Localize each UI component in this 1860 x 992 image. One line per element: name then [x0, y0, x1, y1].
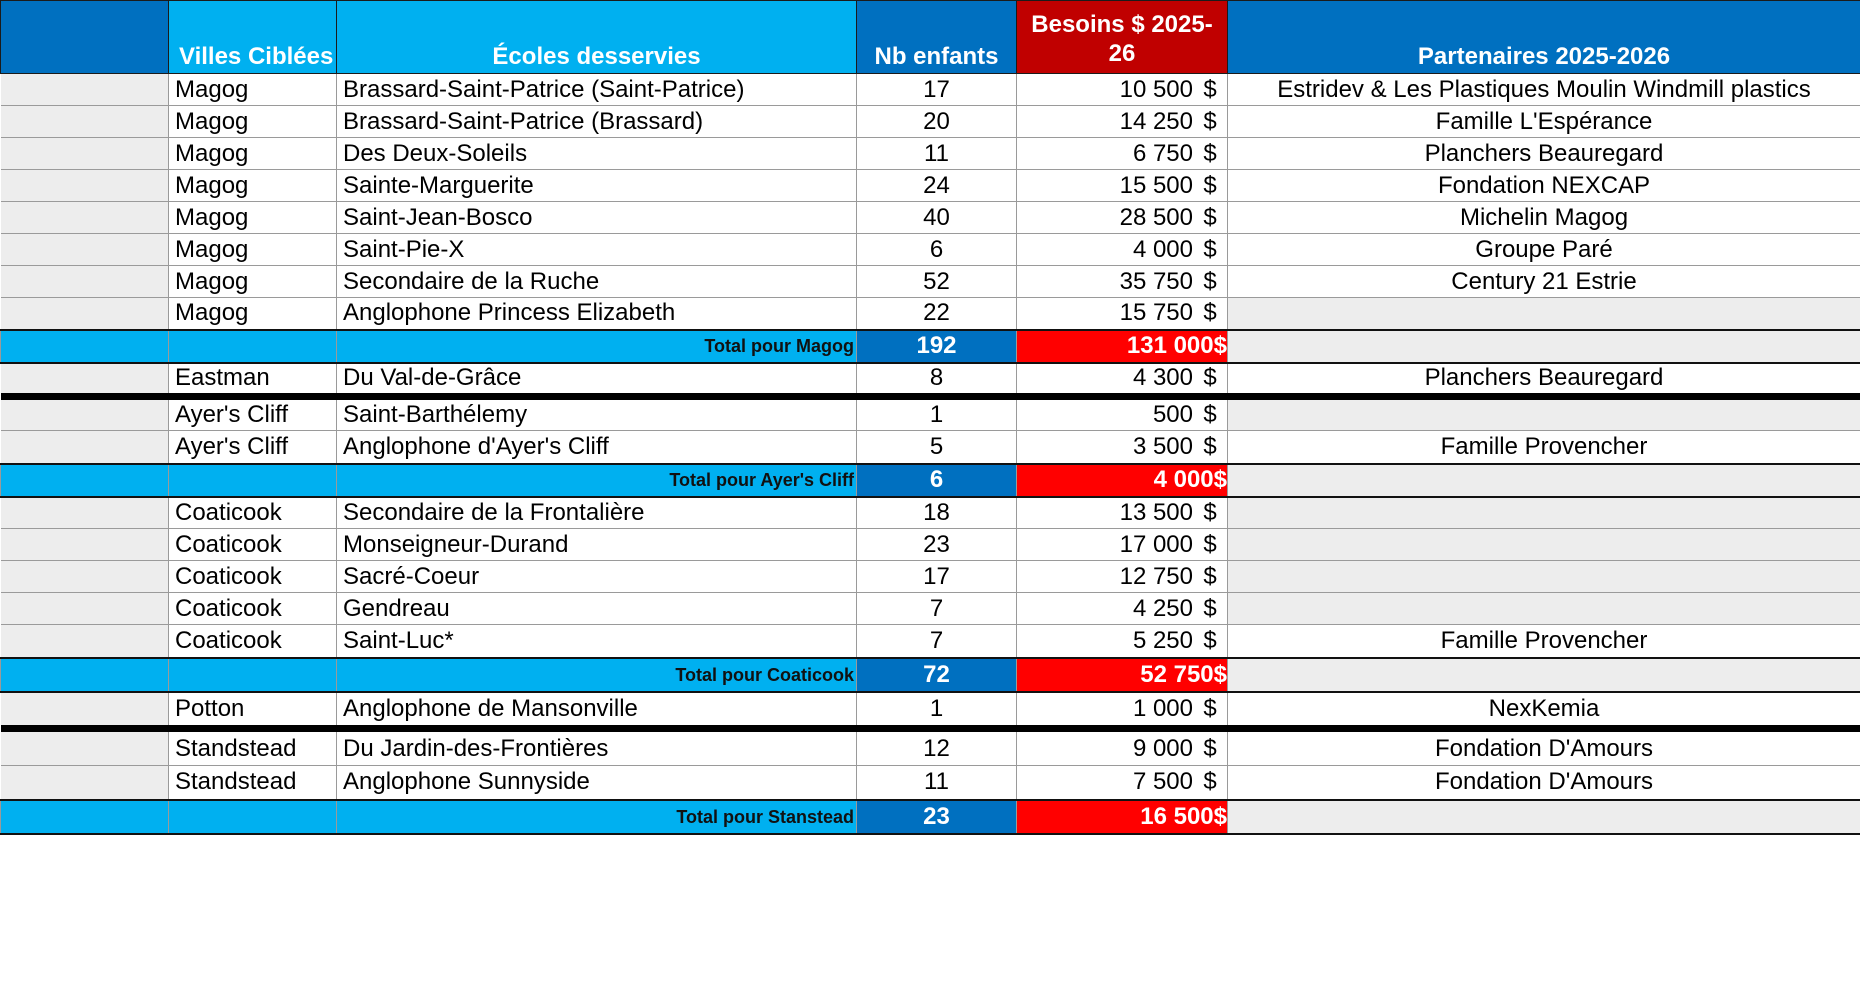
partner-cell[interactable]: [1228, 397, 1860, 431]
row-side-cell[interactable]: [1, 363, 169, 397]
school-cell[interactable]: Secondaire de la Frontalière: [337, 497, 857, 529]
amount-cell[interactable]: [1017, 266, 1228, 298]
table-row: [1, 529, 1860, 561]
city-cell[interactable]: Ayer's Cliff: [169, 397, 337, 431]
partner-cell[interactable]: Estridev & Les Plastiques Moulin Windmill plastics: [1228, 74, 1860, 106]
table-row: [1, 266, 1860, 298]
total-row: [1, 330, 1860, 363]
nb-cell[interactable]: 22: [857, 298, 1017, 330]
partner-cell[interactable]: Fondation D'Amours: [1228, 766, 1860, 800]
amount-value: 10 500: [1119, 75, 1193, 103]
partner-cell[interactable]: NexKemia: [1228, 692, 1860, 729]
school-cell[interactable]: Du Jardin-des-Frontières: [337, 729, 857, 766]
row-side-cell[interactable]: [1, 138, 169, 170]
nb-cell[interactable]: 8: [857, 363, 1017, 397]
nb-cell[interactable]: 12: [857, 729, 1017, 766]
currency-symbol: $: [1203, 299, 1217, 327]
city-cell[interactable]: Coaticook: [169, 529, 337, 561]
amount-value: 14 250: [1119, 107, 1193, 135]
table-row: [1, 202, 1860, 234]
total-row: [1, 658, 1860, 692]
table-row: [1, 497, 1860, 529]
total-side-cell[interactable]: [1, 330, 169, 363]
row-side-cell[interactable]: [1, 170, 169, 202]
total-side-cell[interactable]: [1, 464, 169, 497]
partner-cell[interactable]: [1228, 561, 1860, 593]
city-cell[interactable]: Eastman: [169, 363, 337, 397]
amount-value: 1 000: [1132, 694, 1193, 722]
amount-value: 7 500: [1132, 768, 1193, 796]
school-cell[interactable]: Du Val-de-Grâce: [337, 363, 857, 397]
row-side-cell[interactable]: [1, 106, 169, 138]
total-side-cell[interactable]: [1, 800, 169, 834]
city-cell[interactable]: Potton: [169, 692, 337, 729]
total-partner-cell[interactable]: [1228, 330, 1860, 363]
city-cell[interactable]: Magog: [169, 298, 337, 330]
currency-symbol: $: [1213, 660, 1227, 688]
table-row: [1, 298, 1860, 330]
total-label[interactable]: Total pour Coaticook: [337, 658, 857, 692]
currency-symbol: $: [1213, 802, 1227, 830]
table-row: [1, 561, 1860, 593]
total-amount-value: 16 500: [1140, 802, 1214, 830]
city-cell[interactable]: Coaticook: [169, 497, 337, 529]
total-blank-cell[interactable]: [169, 658, 337, 692]
nb-cell[interactable]: 7: [857, 625, 1017, 658]
row-side-cell[interactable]: [1, 298, 169, 330]
currency-symbol: $: [1203, 530, 1217, 558]
total-amount-value: 52 750: [1140, 660, 1214, 688]
total-label[interactable]: Total pour Magog: [337, 330, 857, 363]
partner-cell[interactable]: Famille Provencher: [1228, 431, 1860, 464]
nb-cell[interactable]: 11: [857, 766, 1017, 800]
amount-cell[interactable]: [1017, 397, 1228, 431]
table-row: [1, 234, 1860, 266]
total-amount[interactable]: [1017, 800, 1228, 834]
total-nb[interactable]: 23: [857, 800, 1017, 834]
school-cell[interactable]: Monseigneur-Durand: [337, 529, 857, 561]
amount-cell[interactable]: [1017, 234, 1228, 266]
currency-symbol: $: [1203, 267, 1217, 295]
amount-value: 17 000: [1119, 530, 1193, 558]
school-cell[interactable]: Anglophone d'Ayer's Cliff: [337, 431, 857, 464]
nb-cell[interactable]: 1: [857, 692, 1017, 729]
currency-symbol: $: [1203, 107, 1217, 135]
amount-cell[interactable]: [1017, 74, 1228, 106]
total-row: [1, 464, 1860, 497]
nb-cell[interactable]: 20: [857, 106, 1017, 138]
nb-cell[interactable]: 23: [857, 529, 1017, 561]
currency-symbol: $: [1203, 594, 1217, 622]
partner-cell[interactable]: Fondation NEXCAP: [1228, 170, 1860, 202]
total-amount-value: 131 000: [1126, 332, 1214, 359]
amount-value: 5 250: [1132, 626, 1193, 654]
total-nb[interactable]: 72: [857, 658, 1017, 692]
partner-cell[interactable]: Fondation D'Amours: [1228, 729, 1860, 766]
partner-cell[interactable]: [1228, 593, 1860, 625]
row-side-cell[interactable]: [1, 766, 169, 800]
total-side-cell[interactable]: [1, 658, 169, 692]
row-side-cell[interactable]: [1, 266, 169, 298]
school-cell[interactable]: Sacré-Coeur: [337, 561, 857, 593]
row-side-cell[interactable]: [1, 431, 169, 464]
amount-cell[interactable]: [1017, 593, 1228, 625]
partner-cell[interactable]: Century 21 Estrie: [1228, 266, 1860, 298]
total-blank-cell[interactable]: [169, 464, 337, 497]
partner-cell[interactable]: Famille Provencher: [1228, 625, 1860, 658]
total-amount[interactable]: [1017, 464, 1228, 497]
total-partner-cell[interactable]: [1228, 800, 1860, 834]
partner-cell[interactable]: Groupe Paré: [1228, 234, 1860, 266]
school-cell[interactable]: Anglophone de Mansonville: [337, 692, 857, 729]
header-blank-cell[interactable]: [1, 1, 169, 74]
currency-symbol: $: [1203, 694, 1217, 722]
amount-cell[interactable]: [1017, 363, 1228, 397]
table-row: [1, 170, 1860, 202]
amount-cell[interactable]: [1017, 138, 1228, 170]
partner-cell[interactable]: Planchers Beauregard: [1228, 138, 1860, 170]
header-city[interactable]: Villes Ciblées: [169, 1, 337, 74]
table-row: [1, 74, 1860, 106]
total-blank-cell[interactable]: [169, 800, 337, 834]
city-cell[interactable]: Ayer's Cliff: [169, 431, 337, 464]
table-row: [1, 766, 1860, 800]
amount-cell[interactable]: [1017, 170, 1228, 202]
amount-cell[interactable]: [1017, 497, 1228, 529]
school-cell[interactable]: Saint-Pie-X: [337, 234, 857, 266]
header-row: [1, 1, 1860, 74]
row-side-cell[interactable]: [1, 74, 169, 106]
nb-cell[interactable]: 11: [857, 138, 1017, 170]
row-side-cell[interactable]: [1, 529, 169, 561]
amount-cell[interactable]: [1017, 529, 1228, 561]
amount-cell[interactable]: [1017, 298, 1228, 330]
total-blank-cell[interactable]: [169, 330, 337, 363]
currency-symbol: $: [1203, 498, 1217, 526]
currency-symbol: $: [1203, 203, 1217, 231]
school-cell[interactable]: Saint-Barthélemy: [337, 397, 857, 431]
nb-cell[interactable]: 24: [857, 170, 1017, 202]
header-school[interactable]: Écoles desservies: [337, 1, 857, 74]
nb-cell[interactable]: 17: [857, 74, 1017, 106]
nb-cell[interactable]: 6: [857, 234, 1017, 266]
total-partner-cell[interactable]: [1228, 658, 1860, 692]
row-side-cell[interactable]: [1, 561, 169, 593]
partner-cell[interactable]: [1228, 298, 1860, 330]
row-side-cell[interactable]: [1, 497, 169, 529]
amount-value: 35 750: [1119, 267, 1193, 295]
nb-cell[interactable]: 7: [857, 593, 1017, 625]
row-side-cell[interactable]: [1, 202, 169, 234]
total-row: [1, 800, 1860, 834]
partner-cell[interactable]: Famille L'Espérance: [1228, 106, 1860, 138]
currency-symbol: $: [1203, 432, 1217, 460]
city-cell[interactable]: Magog: [169, 202, 337, 234]
school-cell[interactable]: Gendreau: [337, 593, 857, 625]
currency-symbol: $: [1203, 562, 1217, 590]
currency-symbol: $: [1213, 332, 1227, 359]
city-cell[interactable]: Coaticook: [169, 593, 337, 625]
amount-value: 4 300: [1132, 364, 1193, 392]
total-label[interactable]: Total pour Ayer's Cliff: [337, 464, 857, 497]
header-needs[interactable]: Besoins $ 2025-26: [1017, 1, 1228, 74]
partner-cell[interactable]: [1228, 497, 1860, 529]
city-cell[interactable]: Magog: [169, 138, 337, 170]
total-amount[interactable]: [1017, 658, 1228, 692]
total-label[interactable]: Total pour Stanstead: [337, 800, 857, 834]
city-cell[interactable]: Magog: [169, 266, 337, 298]
nb-cell[interactable]: 52: [857, 266, 1017, 298]
school-cell[interactable]: Anglophone Sunnyside: [337, 766, 857, 800]
total-partner-cell[interactable]: [1228, 464, 1860, 497]
school-cell[interactable]: Brassard-Saint-Patrice (Brassard): [337, 106, 857, 138]
partner-cell[interactable]: Planchers Beauregard: [1228, 363, 1860, 397]
amount-cell[interactable]: [1017, 766, 1228, 800]
total-amount[interactable]: [1017, 330, 1228, 363]
school-cell[interactable]: Anglophone Princess Elizabeth: [337, 298, 857, 330]
city-cell[interactable]: Magog: [169, 170, 337, 202]
school-cell[interactable]: Sainte-Marguerite: [337, 170, 857, 202]
row-side-cell[interactable]: [1, 593, 169, 625]
header-partners[interactable]: Partenaires 2025-2026: [1228, 1, 1860, 74]
city-cell[interactable]: Magog: [169, 106, 337, 138]
currency-symbol: $: [1203, 75, 1217, 103]
amount-cell[interactable]: [1017, 202, 1228, 234]
amount-cell[interactable]: [1017, 729, 1228, 766]
amount-value: 4 250: [1132, 594, 1193, 622]
table-row: [1, 431, 1860, 464]
row-side-cell[interactable]: [1, 234, 169, 266]
table-row: [1, 729, 1860, 766]
amount-cell[interactable]: [1017, 106, 1228, 138]
total-nb[interactable]: 192: [857, 330, 1017, 363]
city-cell[interactable]: Standstead: [169, 729, 337, 766]
amount-value: 6 750: [1132, 139, 1193, 167]
amount-cell[interactable]: [1017, 431, 1228, 464]
currency-symbol: $: [1203, 235, 1217, 263]
currency-symbol: $: [1203, 401, 1217, 428]
table-row: [1, 593, 1860, 625]
amount-value: 15 750: [1119, 299, 1193, 327]
amount-value: 9 000: [1132, 734, 1193, 762]
amount-value: 3 500: [1132, 432, 1193, 460]
amount-value: 500: [1152, 401, 1193, 428]
table-row: [1, 625, 1860, 658]
amount-cell[interactable]: [1017, 561, 1228, 593]
nb-cell[interactable]: 18: [857, 497, 1017, 529]
header-nb[interactable]: Nb enfants: [857, 1, 1017, 74]
amount-cell[interactable]: [1017, 625, 1228, 658]
nb-cell[interactable]: 1: [857, 397, 1017, 431]
amount-value: 15 500: [1119, 171, 1193, 199]
currency-symbol: $: [1203, 734, 1217, 762]
amount-value: 4 000: [1132, 235, 1193, 263]
partner-cell[interactable]: [1228, 529, 1860, 561]
total-amount-value: 4 000: [1153, 466, 1214, 493]
city-cell[interactable]: Magog: [169, 74, 337, 106]
city-cell[interactable]: Standstead: [169, 766, 337, 800]
city-cell[interactable]: Coaticook: [169, 625, 337, 658]
currency-symbol: $: [1203, 139, 1217, 167]
amount-value: 13 500: [1119, 498, 1193, 526]
nb-cell[interactable]: 5: [857, 431, 1017, 464]
currency-symbol: $: [1213, 466, 1227, 493]
school-cell[interactable]: Secondaire de la Ruche: [337, 266, 857, 298]
partner-cell[interactable]: Michelin Magog: [1228, 202, 1860, 234]
table-row: [1, 363, 1860, 397]
currency-symbol: $: [1203, 364, 1217, 392]
currency-symbol: $: [1203, 626, 1217, 654]
city-cell[interactable]: Magog: [169, 234, 337, 266]
table-row: [1, 138, 1860, 170]
table-row: [1, 397, 1860, 431]
table-row: [1, 692, 1860, 729]
row-side-cell[interactable]: [1, 397, 169, 431]
nb-cell[interactable]: 40: [857, 202, 1017, 234]
table-row: [1, 106, 1860, 138]
amount-value: 28 500: [1119, 203, 1193, 231]
school-cell[interactable]: Des Deux-Soleils: [337, 138, 857, 170]
school-cell[interactable]: Saint-Jean-Bosco: [337, 202, 857, 234]
city-cell[interactable]: Coaticook: [169, 561, 337, 593]
school-cell[interactable]: Saint-Luc*: [337, 625, 857, 658]
currency-symbol: $: [1203, 171, 1217, 199]
nb-cell[interactable]: 17: [857, 561, 1017, 593]
row-side-cell[interactable]: [1, 692, 169, 729]
amount-value: 12 750: [1119, 562, 1193, 590]
school-cell[interactable]: Brassard-Saint-Patrice (Saint-Patrice): [337, 74, 857, 106]
row-side-cell[interactable]: [1, 729, 169, 766]
total-nb[interactable]: 6: [857, 464, 1017, 497]
row-side-cell[interactable]: [1, 625, 169, 658]
currency-symbol: $: [1203, 768, 1217, 796]
amount-cell[interactable]: [1017, 692, 1228, 729]
